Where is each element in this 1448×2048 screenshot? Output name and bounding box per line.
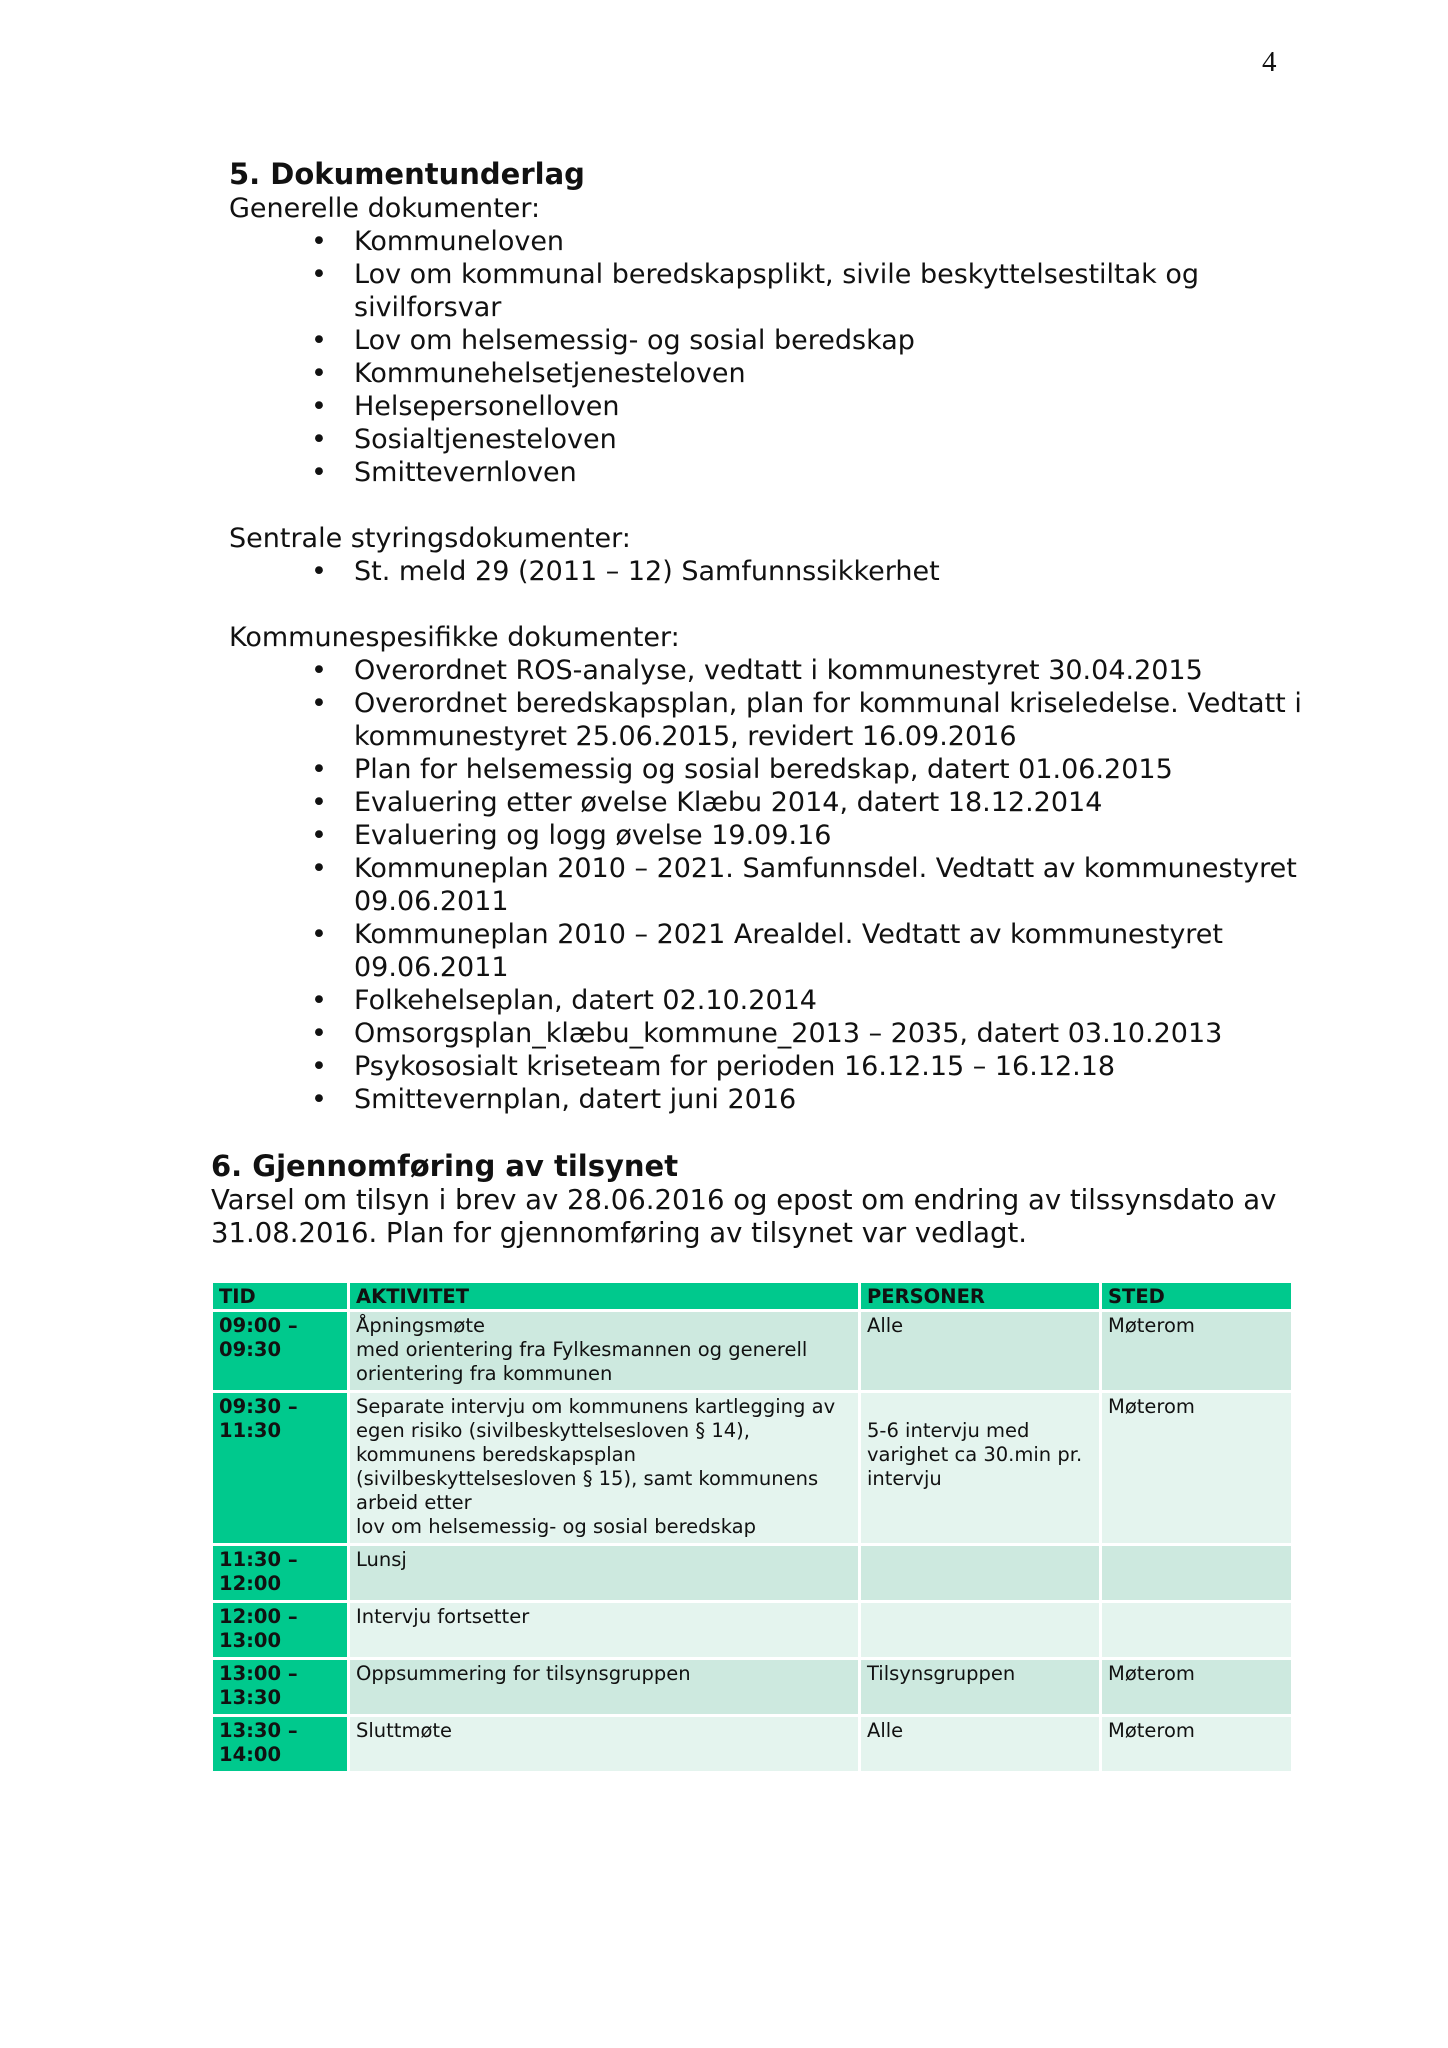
list-item <box>229 1083 1309 1116</box>
persons-text: Alle <box>867 1719 904 1742</box>
bullet-icon: • <box>311 919 327 950</box>
list-item-text: Omsorgsplan_klæbu_kommune_2013 – 2035, datert 03.10.2013 <box>354 1018 1223 1049</box>
time-text: 09:30 – <box>219 1395 298 1418</box>
document-groups <box>229 192 1309 1116</box>
table-row <box>213 1660 1291 1714</box>
list-item <box>229 918 1309 984</box>
table-row <box>213 1603 1291 1657</box>
bullet-icon: • <box>311 457 327 488</box>
activity-text: lov om helsemessig- og sosial beredskap <box>356 1515 756 1538</box>
table-row <box>213 1717 1291 1771</box>
schedule-table <box>210 1280 1294 1774</box>
list-item <box>229 456 1309 489</box>
time-text: 11:30 <box>219 1419 282 1442</box>
bullet-icon: • <box>311 655 327 686</box>
bullet-icon: • <box>311 226 327 257</box>
table-row <box>213 1393 1291 1543</box>
list-item <box>229 555 1309 588</box>
place-text: Møterom <box>1108 1395 1195 1418</box>
bullet-icon: • <box>311 1051 327 1082</box>
persons-text: Tilsynsgruppen <box>867 1662 1016 1685</box>
time-text: 12:00 – <box>219 1605 298 1628</box>
persons-text <box>867 1395 1093 1419</box>
list-item-text: Plan for helsemessig og sosial beredskap, datert 01.06.2015 <box>354 754 1173 785</box>
place-text: Møterom <box>1108 1662 1195 1685</box>
bullet-icon: • <box>311 391 327 422</box>
page-number: 4 <box>1262 46 1277 78</box>
persons-cell <box>861 1546 1099 1600</box>
activity-text: Separate intervju om kommunens kartlegging av egen risiko (sivilbeskyttelsesloven § 14), kommunens beredskapsplan <box>356 1395 836 1466</box>
time-text: 13:30 <box>219 1686 282 1709</box>
bullet-icon: • <box>311 424 327 455</box>
list-item-text: Lov om kommunal beredskapsplikt, sivile beskyttelsestiltak og sivilforsvar <box>354 259 1200 323</box>
time-text: 13:00 <box>219 1629 282 1652</box>
activity-text: Åpningsmøte <box>356 1314 485 1337</box>
list-item <box>229 819 1309 852</box>
list-item-text: Overordnet ROS-analyse, vedtatt i kommunestyret 30.04.2015 <box>354 655 1203 686</box>
activity-cell <box>350 1312 858 1390</box>
time-cell <box>213 1603 347 1657</box>
header-activity: AKTIVITET <box>350 1283 858 1309</box>
bullet-icon: • <box>311 688 327 719</box>
list-item <box>229 225 1309 258</box>
list-item-text: St. meld 29 (2011 – 12) Samfunnssikkerhet <box>354 556 940 587</box>
list-item <box>229 753 1309 786</box>
section-6 <box>211 1148 1321 1250</box>
bullet-icon: • <box>311 853 327 884</box>
header-place: STED <box>1102 1283 1291 1309</box>
persons-cell <box>861 1393 1099 1543</box>
activity-text: (sivilbeskyttelsesloven § 15), samt kommunens arbeid etter <box>356 1467 819 1514</box>
persons-cell <box>861 1603 1099 1657</box>
document-list <box>229 225 1309 489</box>
bullet-icon: • <box>311 259 327 290</box>
persons-text: 5-6 intervju med varighet ca 30.min pr. intervju <box>867 1419 1083 1490</box>
list-item-text: Kommunehelsetjenesteloven <box>354 358 746 389</box>
list-item-text: Sosialtjenesteloven <box>354 424 617 455</box>
time-cell <box>213 1393 347 1543</box>
document-list <box>229 555 1309 588</box>
list-item-text: Lov om helsemessig- og sosial beredskap <box>354 325 915 356</box>
list-item-text: Overordnet beredskapsplan, plan for kommunal kriseledelse. Vedtatt i kommunestyret 25.06.2015, revidert 16.09.2016 <box>354 688 1302 752</box>
time-cell <box>213 1717 347 1771</box>
place-cell <box>1102 1312 1291 1390</box>
schedule-header-row <box>213 1283 1291 1309</box>
header-persons: PERSONER <box>861 1283 1099 1309</box>
persons-text <box>867 1605 1093 1629</box>
activity-text: Lunsj <box>356 1548 407 1571</box>
time-text: 13:00 – <box>219 1662 298 1685</box>
persons-text: Alle <box>867 1314 904 1337</box>
time-text: 12:00 <box>219 1572 282 1595</box>
list-item <box>229 1017 1309 1050</box>
activity-cell <box>350 1660 858 1714</box>
list-item-text: Kommuneloven <box>354 226 565 257</box>
bullet-icon: • <box>311 1084 327 1115</box>
header-time: TID <box>213 1283 347 1309</box>
list-item <box>229 258 1309 324</box>
time-text: 13:30 – <box>219 1719 298 1742</box>
activity-text: med orientering fra Fylkesmannen og generell orientering fra kommunen <box>356 1338 808 1385</box>
list-item <box>229 852 1309 918</box>
group-title: Sentrale styringsdokumenter: <box>229 523 631 554</box>
list-item-text: Evaluering og logg øvelse 19.09.16 <box>354 820 832 851</box>
time-text: 11:30 – <box>219 1548 298 1571</box>
list-item <box>229 654 1309 687</box>
table-row <box>213 1546 1291 1600</box>
bullet-icon: • <box>311 787 327 818</box>
place-cell <box>1102 1393 1291 1543</box>
group-title: Generelle dokumenter: <box>229 193 541 224</box>
section-6-text: Varsel om tilsyn i brev av 28.06.2016 og epost om endring av tilssynsdato av 31.08.2016. Plan for gjennomføring av tilsynet var vedlagt. <box>211 1184 1277 1249</box>
list-item-text: Psykososialt kriseteam for perioden 16.12.15 – 16.12.18 <box>354 1051 1116 1082</box>
list-item-text: Kommuneplan 2010 – 2021. Samfunnsdel. Vedtatt av kommunestyret 09.06.2011 <box>354 853 1297 917</box>
bullet-icon: • <box>311 820 327 851</box>
list-item <box>229 786 1309 819</box>
activity-cell <box>350 1393 858 1543</box>
list-item-text: Helsepersonelloven <box>354 391 620 422</box>
list-item-text: Smittevernloven <box>354 457 577 488</box>
list-item <box>229 357 1309 390</box>
time-cell <box>213 1660 347 1714</box>
place-cell <box>1102 1717 1291 1771</box>
time-text: 09:30 <box>219 1338 282 1361</box>
activity-cell <box>350 1603 858 1657</box>
time-text: 09:00 – <box>219 1314 298 1337</box>
activity-text: Sluttmøte <box>356 1719 453 1742</box>
group-title: Kommunespesifikke dokumenter: <box>229 622 680 653</box>
time-cell <box>213 1546 347 1600</box>
time-cell <box>213 1312 347 1390</box>
section-6-heading: 6. Gjennomføring av tilsynet <box>211 1149 679 1183</box>
list-item-text: Folkehelseplan, datert 02.10.2014 <box>354 985 817 1016</box>
bullet-icon: • <box>311 985 327 1016</box>
bullet-icon: • <box>311 754 327 785</box>
bullet-icon: • <box>311 1018 327 1049</box>
section-5 <box>229 156 1309 1116</box>
list-item <box>229 423 1309 456</box>
time-text: 14:00 <box>219 1743 282 1766</box>
activity-cell <box>350 1717 858 1771</box>
persons-cell <box>861 1660 1099 1714</box>
bullet-icon: • <box>311 325 327 356</box>
place-cell <box>1102 1660 1291 1714</box>
table-row <box>213 1312 1291 1390</box>
list-item <box>229 984 1309 1017</box>
list-item <box>229 324 1309 357</box>
section-5-heading: 5. Dokumentunderlag <box>229 157 585 191</box>
list-item <box>229 1050 1309 1083</box>
list-item <box>229 390 1309 423</box>
persons-text <box>867 1548 1093 1572</box>
persons-cell <box>861 1717 1099 1771</box>
list-item-text: Kommuneplan 2010 – 2021 Arealdel. Vedtatt av kommunestyret 09.06.2011 <box>354 919 1224 983</box>
document-list <box>229 654 1309 1116</box>
place-cell <box>1102 1603 1291 1657</box>
place-cell <box>1102 1546 1291 1600</box>
place-text: Møterom <box>1108 1314 1195 1337</box>
schedule-body <box>213 1312 1291 1771</box>
bullet-icon: • <box>311 358 327 389</box>
list-item-text: Evaluering etter øvelse Klæbu 2014, datert 18.12.2014 <box>354 787 1103 818</box>
activity-text: Oppsummering for tilsynsgruppen <box>356 1662 691 1685</box>
activity-cell <box>350 1546 858 1600</box>
persons-cell <box>861 1312 1099 1390</box>
bullet-icon: • <box>311 556 327 587</box>
place-text: Møterom <box>1108 1719 1195 1742</box>
activity-text: Intervju fortsetter <box>356 1605 530 1628</box>
list-item <box>229 687 1309 753</box>
list-item-text: Smittevernplan, datert juni 2016 <box>354 1084 797 1115</box>
